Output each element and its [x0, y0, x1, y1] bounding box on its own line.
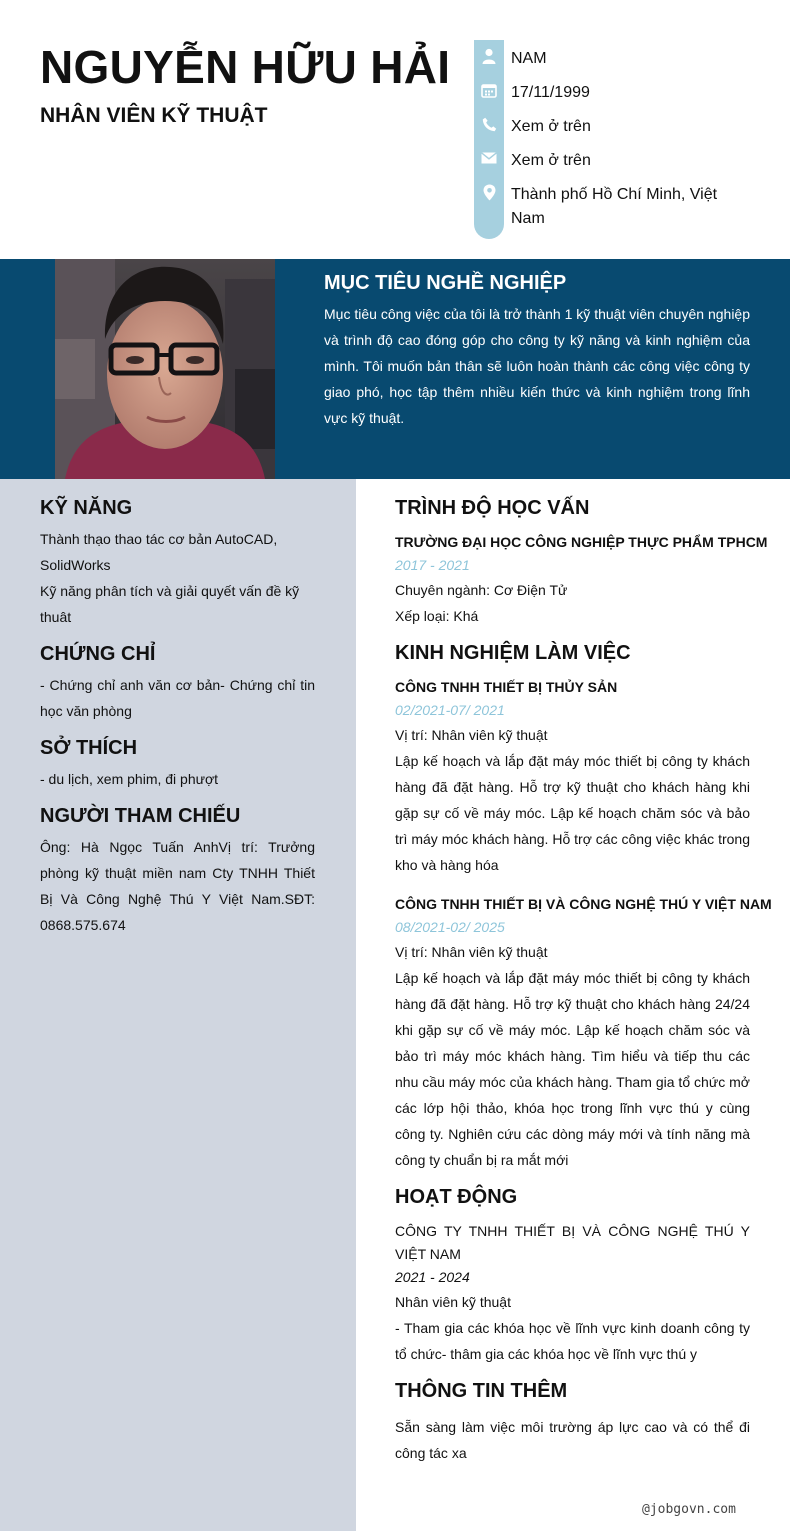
job-period: 08/2021-02/ 2025 [395, 919, 505, 935]
education-period: 2017 - 2021 [395, 557, 470, 573]
job-position: Vị trí: Nhân viên kỹ thuật [395, 944, 548, 960]
jobgovn-watermark[interactable]: @jobgovn.com [642, 1502, 736, 1517]
email-value[interactable]: Xem ở trên [511, 152, 591, 169]
education-major: Chuyên ngành: Cơ Điện Tử [395, 582, 568, 598]
resume-header [0, 0, 790, 259]
hobbies-title: SỞ THÍCH [40, 737, 138, 759]
skill-item-line: Thành thạo thao tác cơ bản AutoCAD, [40, 531, 278, 547]
experience-title: KINH NGHIỆM LÀM VIỆC [395, 642, 631, 664]
person-icon [474, 44, 504, 68]
candidate-name: NGUYỄN HỮU HẢI [40, 41, 451, 93]
left-column [0, 479, 356, 1531]
address-value [511, 183, 751, 231]
job-description: Lập kế hoạch và lắp đặt máy móc thiết bị công ty khách hàng đã đặt hàng. Hỗ trợ kỹ thuật cho khách hàng 24/24 khi gặp sự cố về máy móc. Lập kế hoạch chăm sóc và bảo trì máy móc khách hàng. Tìm hiểu và tiếp thu các nhu cầu máy móc của khách hàng. Tham gia tổ chức mở các lớp hội thảo, khóa học trong lĩnh vực thú y cùng công ty. Nghiên cứu các dòng máy mới và tính năng mà công ty chuẩn bị ra mắt mới [395, 970, 750, 1168]
phone-icon [474, 112, 504, 136]
objective-text: Mục tiêu công việc của tôi là trở thành 1 kỹ thuật viên chuyên nghiệp và trình độ cao đóng góp cho công ty kỹ năng và kinh nghiệm của mình. Tôi muốn bản thân sẽ luôn hoàn thành các công việc công ty giao phó, học tập thêm nhiều kiến thức và kinh nghiệm trong lĩnh vực kỹ thuật. [324, 306, 750, 426]
activities-period: 2021 - 2024 [395, 1269, 470, 1285]
job-period: 02/2021-07/ 2021 [395, 702, 505, 718]
job-company: CÔNG TNHH THIẾT BỊ THỦY SẢN [395, 679, 618, 695]
education-school: TRƯỜNG ĐẠI HỌC CÔNG NGHIỆP THỰC PHẨM TPHCM [395, 534, 768, 550]
gender-value: NAM [511, 50, 547, 67]
address-line-1: Thành phố Hồ Chí Minh, Việt [511, 186, 718, 203]
birthday-value: 17/11/1999 [511, 84, 590, 101]
job-position: Vị trí: Nhân viên kỹ thuật [395, 727, 548, 743]
job-description: Lập kế hoạch và lắp đặt máy móc thiết bị công ty khách hàng đã đặt hàng. Hỗ trợ kỹ thuật cho khách hàng khi gặp sự cố về máy móc. Lập kế hoạch chăm sóc và bảo trì máy móc khách hàng. Hỗ trợ các công việc khác trong kho và hàng hóa [395, 753, 750, 873]
skill-item-line: thuât [40, 609, 72, 625]
activities-role: Nhân viên kỹ thuật [395, 1294, 511, 1310]
address-line-2: Nam [511, 210, 545, 227]
calendar-icon [474, 78, 504, 102]
envelope-icon [474, 146, 504, 170]
activities-organization: CÔNG TY TNHH THIẾT BỊ VÀ CÔNG NGHỆ THÚ Y VIỆT NAM [395, 1223, 750, 1262]
location-pin-icon [474, 180, 504, 204]
skills-title: KỸ NĂNG [40, 497, 133, 519]
references-text: Ông: Hà Ngọc Tuấn AnhVị trí: Trưởng phòng kỹ thuật miền nam Cty TNHH Thiết Bị Và Công Nghệ Thú Y Việt Nam.SĐT: 0868.575.674 [40, 839, 315, 933]
contact-icon-bar [474, 40, 504, 239]
skill-item-line: SolidWorks [40, 557, 111, 573]
phone-value[interactable]: Xem ở trên [511, 118, 591, 135]
additional-info-title: THÔNG TIN THÊM [395, 1380, 568, 1402]
hobbies-text: - du lịch, xem phim, đi phượt [40, 771, 219, 787]
additional-info-text: Sẵn sàng làm việc môi trường áp lực cao và có thể đi công tác xa [395, 1419, 750, 1461]
skill-item-line: Kỹ năng phân tích và giải quyết vấn đề kỹ [40, 583, 300, 599]
job-company: CÔNG TNHH THIẾT BỊ VÀ CÔNG NGHỆ THÚ Y VIỆT NAM [395, 896, 772, 912]
certificates-title: CHỨNG CHỈ [40, 643, 156, 665]
education-title: TRÌNH ĐỘ HỌC VẤN [395, 497, 590, 519]
activities-title: HOẠT ĐỘNG [395, 1186, 518, 1208]
certificates-text: - Chứng chỉ anh văn cơ bản- Chứng chỉ tin học văn phòng [40, 677, 315, 719]
objective-title: MỤC TIÊU NGHỀ NGHIỆP [324, 272, 567, 294]
education-grade: Xếp loại: Khá [395, 608, 479, 624]
skills-list [40, 526, 320, 630]
candidate-job-title: NHÂN VIÊN KỸ THUẬT [40, 104, 268, 127]
references-title: NGƯỜI THAM CHIẾU [40, 805, 241, 827]
activities-description: - Tham gia các khóa học về lĩnh vực kinh doanh công ty tổ chức- thâm gia các khóa học về lĩnh vực thú y [395, 1320, 750, 1362]
profile-photo [55, 259, 275, 479]
